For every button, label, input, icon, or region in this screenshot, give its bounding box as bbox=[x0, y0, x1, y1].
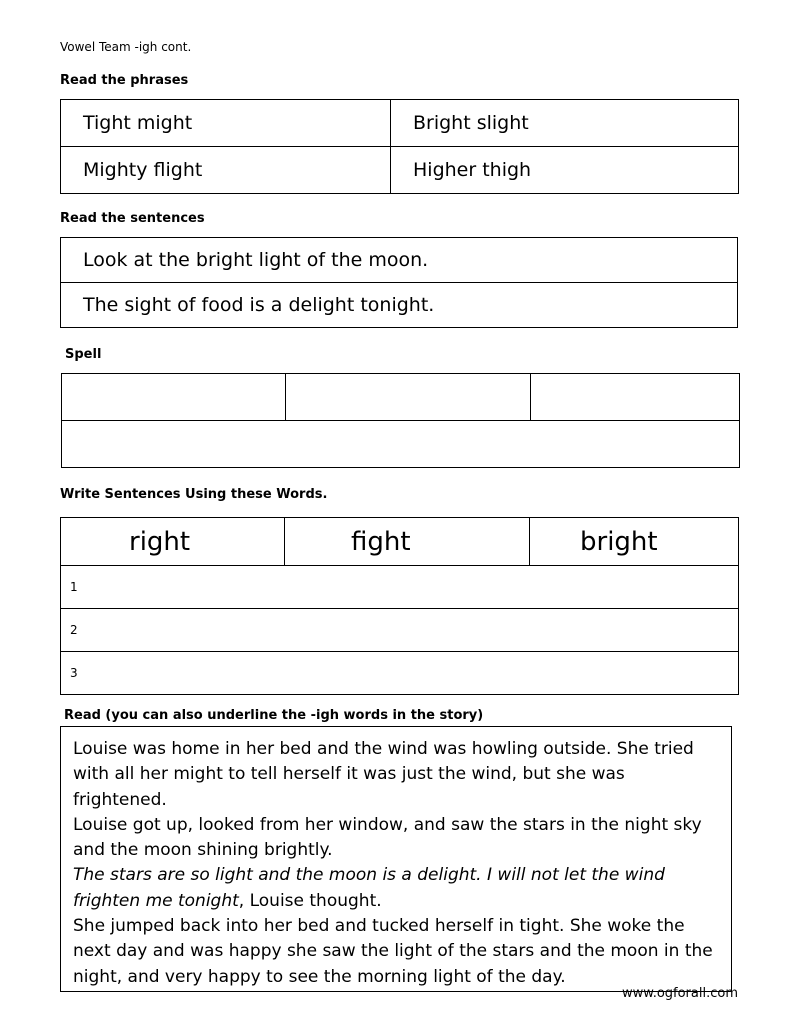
spell-table bbox=[61, 373, 740, 468]
sentences-heading: Read the sentences bbox=[60, 211, 205, 226]
story-box bbox=[60, 726, 732, 992]
word-cell: fight bbox=[285, 518, 530, 566]
write-table bbox=[60, 517, 739, 695]
phrases-table bbox=[60, 99, 739, 194]
worksheet-title: Vowel Team -igh cont. bbox=[60, 40, 192, 54]
word-cell: right bbox=[61, 518, 285, 566]
sentence-line-1[interactable]: 1 bbox=[61, 566, 739, 609]
spell-box[interactable] bbox=[531, 374, 740, 421]
sentence-line-3[interactable]: 3 bbox=[61, 652, 739, 695]
write-heading: Write Sentences Using these Words. bbox=[60, 487, 328, 502]
spell-line[interactable] bbox=[62, 421, 740, 468]
sentences-table bbox=[60, 237, 738, 328]
story-italic-thought: The stars are so light and the moon is a delight. I will not let the wind frighten me tonight bbox=[73, 865, 665, 911]
phrases-heading: Read the phrases bbox=[60, 73, 189, 88]
spell-box[interactable] bbox=[62, 374, 286, 421]
phrase-cell: Higher thigh bbox=[391, 147, 739, 194]
spell-box[interactable] bbox=[286, 374, 531, 421]
word-cell: bright bbox=[530, 518, 739, 566]
phrase-cell: Mighty flight bbox=[61, 147, 391, 194]
story-paragraph: Louise got up, looked from her window, and saw the stars in the night sky and the moon shining brightly. bbox=[73, 814, 702, 861]
phrase-cell: Tight might bbox=[61, 100, 391, 147]
spell-heading: Spell bbox=[65, 347, 102, 362]
sentence-line-2[interactable]: 2 bbox=[61, 609, 739, 652]
sentence-cell: Look at the bright light of the moon. bbox=[61, 238, 738, 283]
read-heading: Read (you can also underline the -igh words in the story) bbox=[64, 708, 484, 723]
story-paragraph: Louise was home in her bed and the wind was howling outside. She tried with all her might to tell herself it was just the wind, but she was frightened. bbox=[73, 739, 694, 810]
footer-url: www.ogforall.com bbox=[621, 986, 738, 1001]
story-paragraph: She jumped back into her bed and tucked herself in tight. She woke the next day and was happy she saw the light of the stars and the moon in the night, and very happy to see the morning light of the day. bbox=[73, 916, 713, 987]
story-text: , Louise thought. bbox=[238, 890, 382, 911]
phrase-cell: Bright slight bbox=[391, 100, 739, 147]
sentence-cell: The sight of food is a delight tonight. bbox=[61, 283, 738, 328]
story-paragraph bbox=[73, 863, 719, 914]
